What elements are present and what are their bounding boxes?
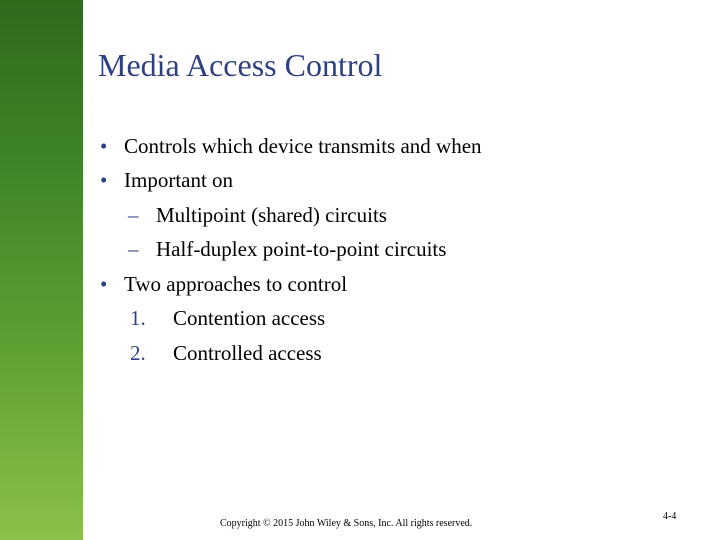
sub-bullet-text: Half-duplex point-to-point circuits	[156, 237, 447, 261]
sub-bullet-marker: –	[128, 237, 139, 261]
copyright-footer: Copyright © 2015 John Wiley & Sons, Inc. All rights reserved.	[220, 518, 473, 529]
numbered-text: Contention access	[173, 306, 326, 330]
page-number: 4-4	[663, 511, 677, 522]
numbered-marker: 1.	[130, 306, 146, 330]
green-side-bar	[0, 0, 83, 540]
bullet-marker: •	[100, 134, 108, 158]
bullet-text: Two approaches to control	[124, 272, 348, 296]
bullet-marker: •	[100, 168, 108, 192]
numbered-marker: 2.	[130, 341, 146, 365]
bullet-text: Important on	[124, 168, 234, 192]
sub-bullet-text: Multipoint (shared) circuits	[156, 203, 387, 227]
bullet-marker: •	[100, 272, 108, 296]
sub-bullet-marker: –	[128, 203, 139, 227]
numbered-text: Controlled access	[173, 341, 322, 365]
slide-title: Media Access Control	[98, 47, 383, 83]
bullet-text: Controls which device transmits and when	[124, 134, 482, 158]
